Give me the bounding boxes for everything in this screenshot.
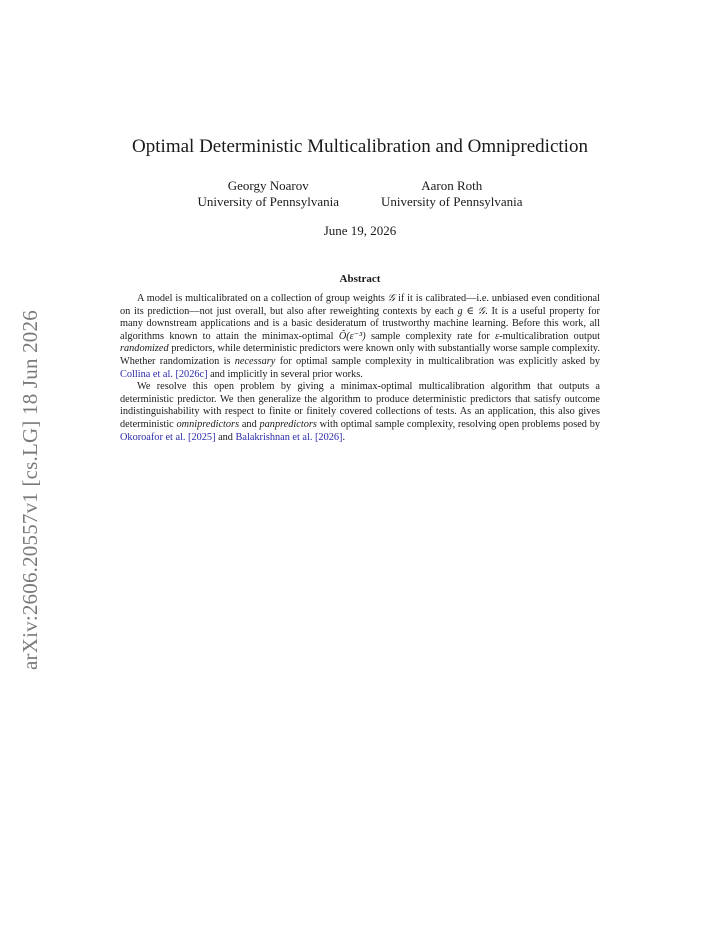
abstract-text: sample complexity rate for	[365, 330, 496, 342]
abstract-text: A model is multicalibrated on a collection of group weights	[137, 293, 388, 304]
author-2-affiliation: University of Pennsylvania	[381, 194, 523, 209]
author-block	[0, 178, 720, 210]
abstract-text: We resolve this open problem by giving a minimax-optimal multicalibration algorithm that outputs a deterministic predictor. We then generalize the algorithm to produce deterministic predictors that satisfy outcome indistinguishability with respect to finite or finitely covered collections of tests. As an application, this also gives deterministic	[120, 381, 600, 430]
abstract-body	[120, 293, 600, 444]
abstract-text: predictors, while deterministic predictors were known only with substantially worse sample complexity. Whether randomization is	[120, 343, 600, 367]
math-group-membership: g ∈ 𝒢	[457, 305, 486, 317]
paper-date: June 19, 2026	[323, 223, 397, 238]
math-sample-rate: Õ(ε⁻³)	[338, 330, 366, 342]
emphasis-panpredictors: panpredictors	[259, 418, 317, 430]
abstract-text: if it is calibrated—i.e. unbiased even conditional on its prediction—not just overall, but also after reweighting contexts by each	[120, 293, 600, 317]
author-1-affiliation: University of Pennsylvania	[197, 194, 339, 209]
abstract-paragraph-2	[120, 381, 600, 444]
emphasis-omnipredictors: omnipredictors	[176, 418, 240, 430]
citation-link-balakrishnan[interactable]: Balakrishnan et al. [2026]	[235, 431, 343, 443]
emphasis-randomized: randomized	[120, 343, 169, 355]
abstract-paragraph-1	[120, 293, 600, 381]
paper-title: Optimal Deterministic Multicalibration and Omniprediction	[132, 136, 588, 157]
abstract-text: .	[342, 431, 346, 443]
author-2	[381, 178, 523, 210]
author-1-name: Georgy Noarov	[227, 178, 309, 193]
author-2-name: Aaron Roth	[421, 178, 483, 193]
citation-link-collina[interactable]: Collina et al. [2026c]	[120, 368, 208, 380]
emphasis-necessary: necessary	[234, 355, 276, 367]
abstract-heading: Abstract	[339, 273, 381, 285]
abstract-text: and	[215, 431, 236, 443]
arxiv-identifier-stamp: arXiv:2606.20557v1 [cs.LG] 18 Jun 2026	[18, 310, 42, 670]
abstract-text: -multicalibration output	[499, 330, 600, 342]
math-group-set: 𝒢	[387, 293, 396, 304]
abstract-text: and implicitly in several prior works.	[207, 368, 363, 380]
abstract-text: . It is a useful property for many downstream applications and is a basic desideratum of trustworthy machine learning. Before this work, all algorithms known to attain the minimax-optimal	[120, 305, 600, 342]
author-1	[197, 178, 339, 210]
abstract-text: for optimal sample complexity in multicalibration was explicitly asked by	[275, 355, 600, 367]
abstract-text: and	[239, 418, 260, 430]
math-epsilon: ε	[495, 330, 500, 342]
citation-link-okoroafor[interactable]: Okoroafor et al. [2025]	[120, 431, 216, 443]
abstract-text: with optimal sample complexity, resolving open problems posed by	[316, 418, 600, 430]
